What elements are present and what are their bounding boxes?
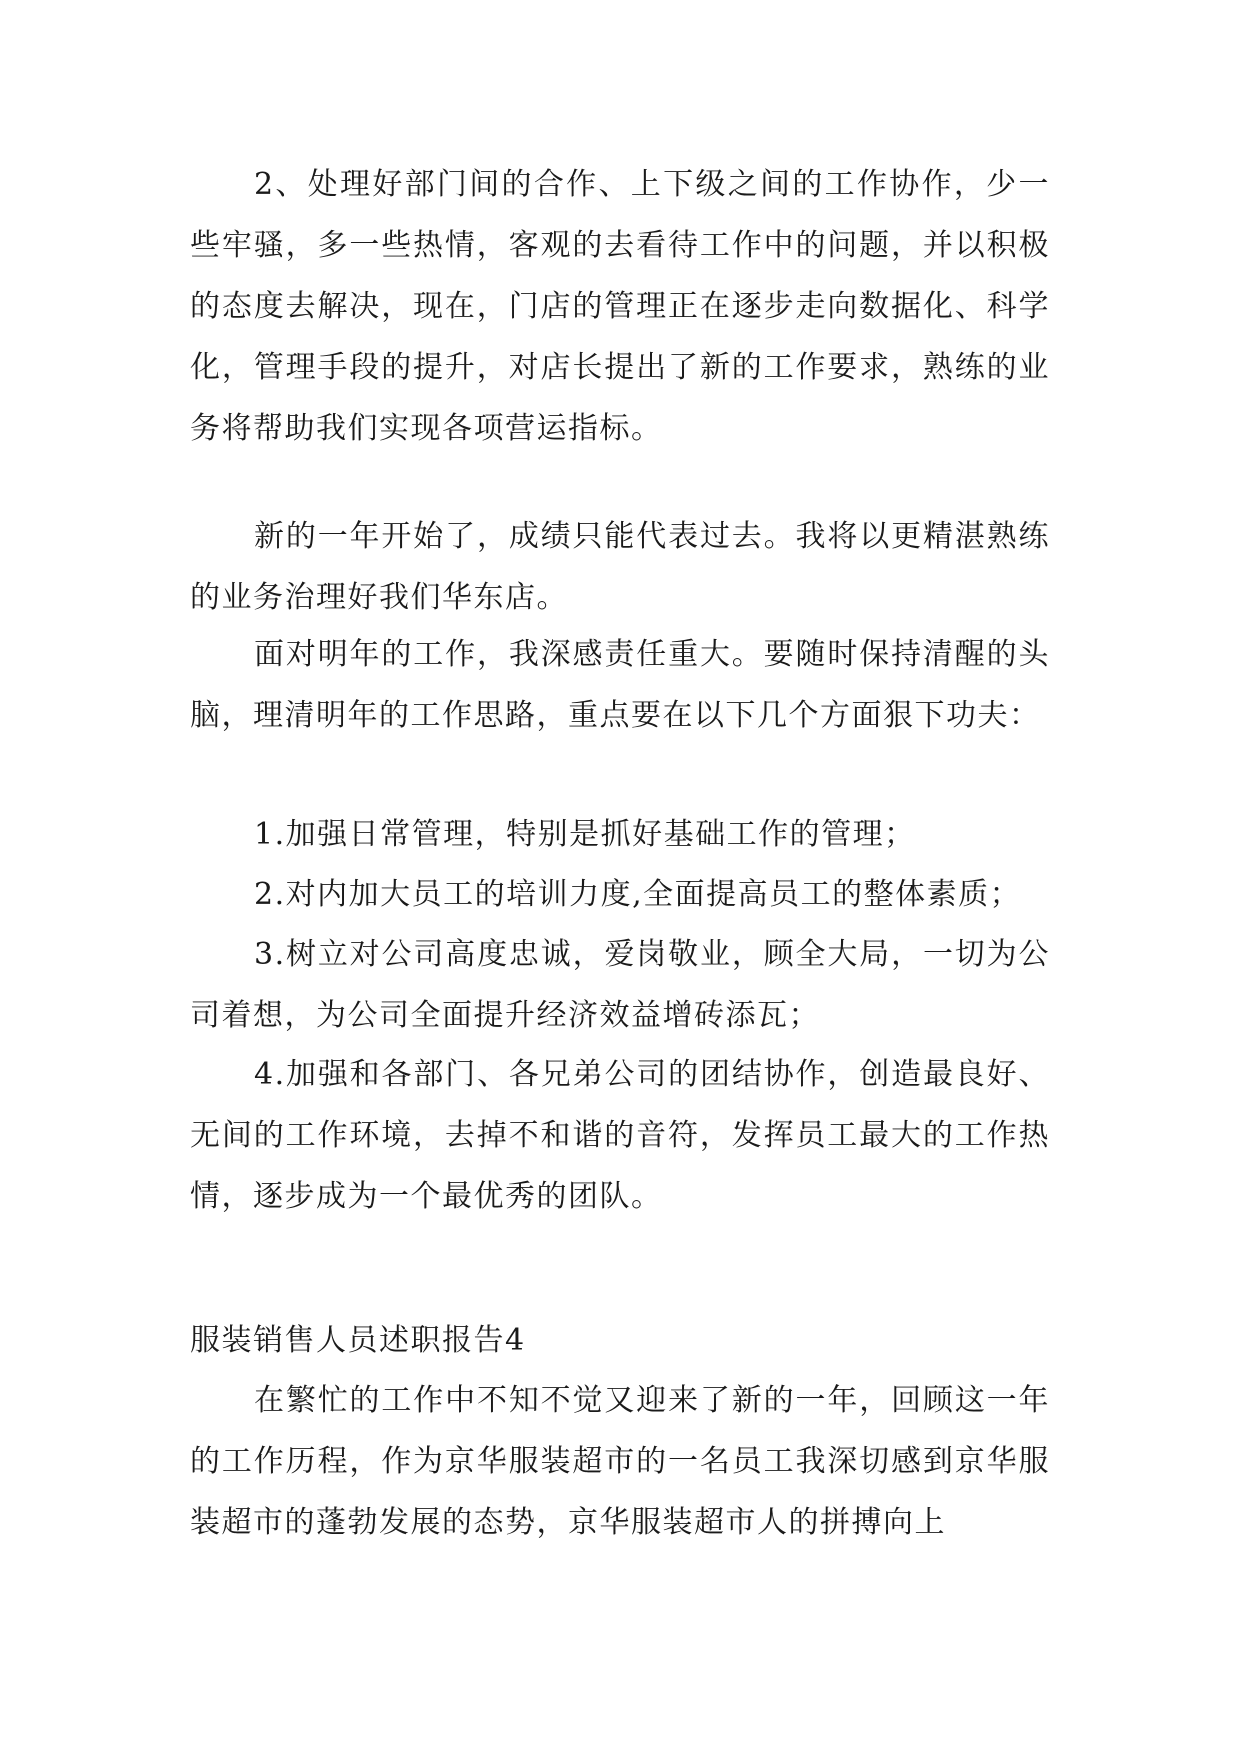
paragraph-report-intro: 在繁忙的工作中不知不觉又迎来了新的一年，回顾这一年的工作历程，作为京华服装超市的一名员工我深切感到京华服装超市的蓬勃发展的态势，京华服装超市人的拼搏向上 xyxy=(190,1383,1050,1540)
list-item-4: 4.加强和各部门、各兄弟公司的团结协作，创造最良好、无间的工作环境，去掉不和谐的音符，发挥员工最大的工作热情，逐步成为一个最优秀的团队。 xyxy=(190,1057,1050,1214)
paragraph-next-year-work: 面对明年的工作，我深感责任重大。要随时保持清醒的头脑，理清明年的工作思路，重点要在以下几个方面狠下功夫： xyxy=(190,637,1050,733)
paragraph-new-year: 新的一年开始了，成绩只能代表过去。我将以更精湛熟练的业务治理好我们华东店。 xyxy=(190,519,1050,615)
list-item-2: 2.对内加大员工的培训力度,全面提高员工的整体素质； xyxy=(254,877,1022,912)
section-heading: 服装销售人员述职报告4 xyxy=(190,1323,526,1358)
paragraph-department-cooperation: 2、处理好部门间的合作、上下级之间的工作协作，少一些牢骚，多一些热情，客观的去看待工作中的问题，并以积极的态度去解决，现在，门店的管理正在逐步走向数据化、科学化，管理手段的提升，对店长提出了新的工作要求，熟练的业务将帮助我们实现各项营运指标。 xyxy=(190,167,1050,446)
list-item-3: 3.树立对公司高度忠诚，爱岗敬业，顾全大局，一切为公司着想，为公司全面提升经济效益增砖添瓦； xyxy=(190,937,1050,1033)
list-item-1: 1.加强日常管理，特别是抓好基础工作的管理； xyxy=(254,817,916,852)
